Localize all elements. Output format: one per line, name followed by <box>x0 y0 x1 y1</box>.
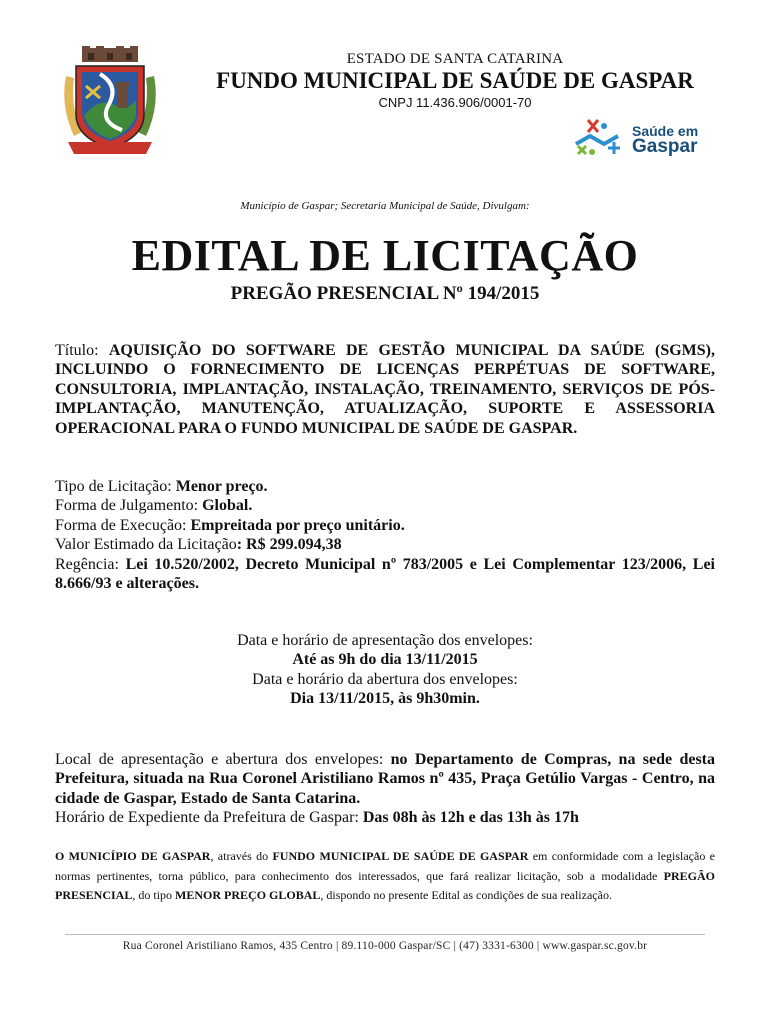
regencia-value: Lei 10.520/2002, Decreto Municipal nº 783/2005 e Lei Complementar 123/2006, Lei 8.666/93 e alterações. <box>55 555 716 593</box>
details-section <box>55 477 715 593</box>
municipal-crest <box>60 46 160 158</box>
closing-text-2: em conformidade com a legislação e normas pertinentes, torna público, para conhecimento dos interessados, que fará realizar licitação, sob a modalidade <box>55 849 716 883</box>
hours-label: Horário de Expediente da Prefeitura de Gaspar: <box>55 809 363 827</box>
location-value: no Departamento de Compras, na sede desta Prefeitura, situada na Rua Coronel Aristiliano Ramos nº 435, Praça Getúlio Vargas - Centro, na cidade de Gaspar, Estado de Santa Catarina. <box>55 751 715 807</box>
saude-em-gaspar-logo <box>568 114 718 160</box>
logo-text-gaspar: Gaspar <box>632 136 698 157</box>
closing-paragraph <box>55 847 715 906</box>
closing-text-4: , dispondo no presente Edital as condições de sua realização. <box>320 888 612 902</box>
location-section <box>55 750 715 828</box>
schedule-line-1: Data e horário de apresentação dos envelopes: <box>237 632 533 649</box>
closing-tipo: MENOR PREÇO GLOBAL <box>175 888 321 902</box>
hours-line <box>55 808 715 827</box>
document-title: EDITAL DE LICITAÇÃO <box>131 231 639 280</box>
valor-line <box>55 535 715 554</box>
object-paragraph <box>55 341 715 438</box>
state-heading: ESTADO DE SANTA CATARINA <box>346 51 564 67</box>
closing-fund: FUNDO MUNICIPAL DE SAÚDE DE GASPAR <box>272 849 529 863</box>
closing-municipio: O MUNICÍPIO DE GASPAR <box>55 849 211 863</box>
execucao-line <box>55 516 715 535</box>
figures-icon <box>568 114 630 160</box>
schedule-line-4: Dia 13/11/2015, às 9h30min. <box>290 690 480 708</box>
schedule-section <box>55 631 715 709</box>
tipo-line <box>55 477 715 496</box>
closing-modalidade: PREGÃO PRESENCIAL <box>55 868 715 902</box>
document-subtitle: PREGÃO PRESENCIAL Nº 194/2015 <box>230 283 540 304</box>
execucao-value: Empreitada por preço unitário. <box>190 516 405 534</box>
location-label: Local de apresentação e abertura dos envelopes: <box>55 751 391 768</box>
object-text: AQUISIÇÃO DO SOFTWARE DE GESTÃO MUNICIPAL DA SAÚDE (SGMS), INCLUINDO O FORNECIMENTO DE LICENÇAS PERPÉTUAS DE SOFTWARE, CONSULTORIA, IMPLANTAÇÃO, INSTALAÇÃO, TREINAMENTO, SERVIÇOS DE PÓS-IMPLANTAÇÃO, MANUTENÇÃO, ATUALIZAÇÃO, SUPORTE E ASSESSORIA OPERACIONAL PARA O FUNDO MUNICIPAL DE SAÚDE DE GASPAR. <box>55 342 716 437</box>
hours-value: Das 08h às 12h e das 13h às 17h <box>362 809 579 827</box>
valor-label: Valor Estimado da Licitação <box>55 536 237 554</box>
cnpj-line: CNPJ 11.436.906/0001-70 <box>378 95 532 110</box>
regencia-line <box>55 555 715 594</box>
location-line <box>55 750 715 808</box>
tipo-value: Menor preço. <box>175 478 268 495</box>
object-label: Título: <box>55 342 109 359</box>
schedule-line-3: Data e horário da abertura dos envelopes: <box>252 670 518 688</box>
schedule-line-2: Até as 9h do dia 13/11/2015 <box>292 651 478 669</box>
regencia-label: Regência: <box>55 555 126 573</box>
fund-heading: FUNDO MUNICIPAL DE SAÚDE DE GASPAR <box>216 68 694 93</box>
intro-line: Município de Gaspar; Secretaria Municipal de Saúde, Divulgam: <box>240 200 530 212</box>
closing-text-1: , através do <box>210 849 273 863</box>
tipo-label: Tipo de Licitação: <box>55 478 176 495</box>
valor-value: : R$ 299.094,38 <box>236 536 342 554</box>
footer-address: Rua Coronel Aristiliano Ramos, 435 Centro | 89.110-000 Gaspar/SC | (47) 3331-6300 | www.gaspar.sc.gov.br <box>122 940 648 952</box>
logo-text-saude-em: Saúde em <box>632 123 699 139</box>
execucao-label: Forma de Execução: <box>55 516 191 534</box>
julgamento-label: Forma de Julgamento: <box>55 497 203 515</box>
julgamento-line <box>55 496 715 515</box>
julgamento-value: Global. <box>202 497 253 515</box>
closing-text-3: , do tipo <box>132 888 176 902</box>
footer-divider <box>65 934 705 935</box>
